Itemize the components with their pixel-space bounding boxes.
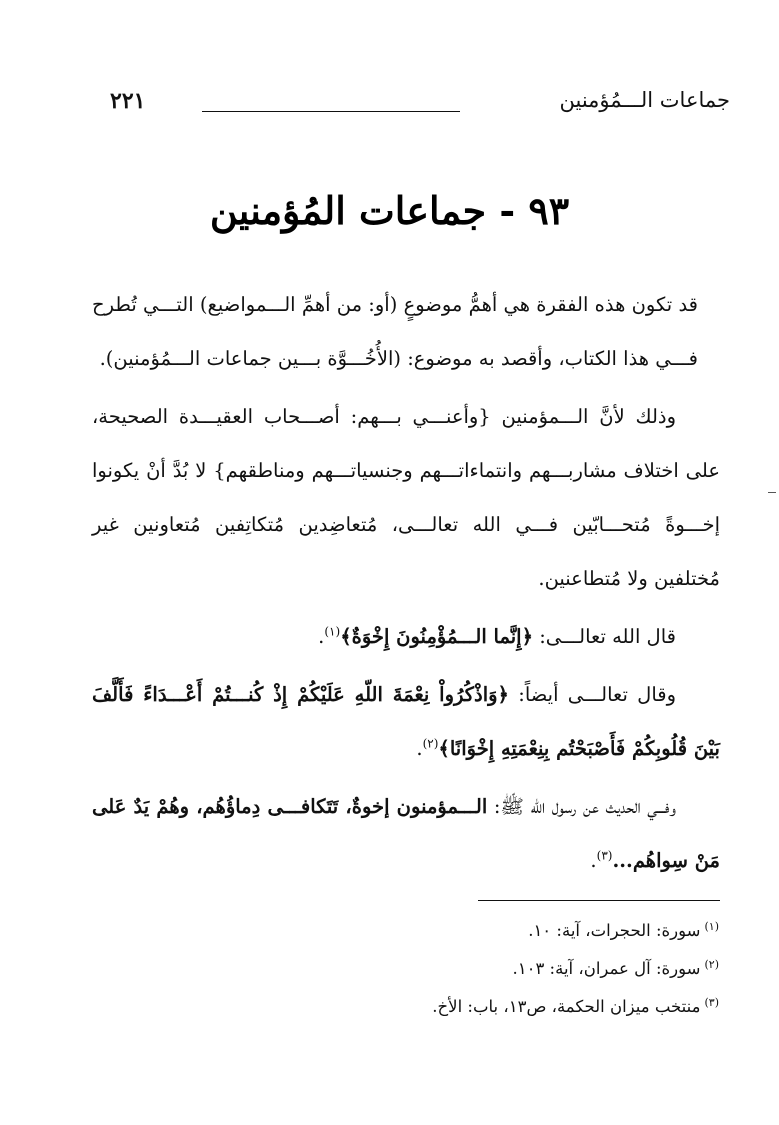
paragraph-5 bbox=[92, 780, 720, 888]
paragraph-5-intro: وفـــي الحديث عن رسول الله ﷺ: bbox=[487, 795, 676, 818]
footnote-text: منتخب ميزان الحكمة، ص١٣، باب: الأخ. bbox=[432, 997, 701, 1016]
paragraph-4-intro: وقال تعالـــى أيضاً: bbox=[509, 683, 676, 706]
footnote-text: سورة: الحجرات، آية: ١٠. bbox=[528, 921, 701, 940]
scan-edge-mark bbox=[768, 492, 776, 493]
footnote-number: (١) bbox=[704, 919, 719, 933]
quran-quote-2: ﴿وَاذْكُرُواْ نِعْمَةَ اللّهِ عَلَيْكُمْ إِذْ كُنـــتُمْ أَعْـــدَاءً فَأَلَّفَ بَيْنَ قُلُوبِكُمْ فَأَصْبَحْتُم بِنِعْمَتِهِ إِخْوَانًا﴾ bbox=[92, 683, 720, 760]
footnote-3 bbox=[99, 988, 719, 1026]
body-text bbox=[92, 278, 720, 892]
footnote-1 bbox=[99, 912, 719, 950]
paragraph-3-end: . bbox=[318, 625, 325, 648]
footnote-ref-2: (٢) bbox=[422, 736, 439, 751]
footnote-ref-3: (٣) bbox=[596, 848, 613, 863]
footnote-text: سورة: آل عمران، آية: ١٠٣. bbox=[512, 959, 701, 978]
footnote-2 bbox=[99, 950, 719, 988]
footnote-number: (٢) bbox=[704, 957, 719, 971]
page-header bbox=[110, 88, 730, 124]
page-number: ٢٢١ bbox=[110, 88, 146, 114]
footnote-ref-1: (١) bbox=[324, 624, 341, 639]
paragraph-3 bbox=[92, 610, 720, 664]
footnote-number: (٣) bbox=[704, 995, 719, 1009]
paragraph-3-intro: قال الله تعالـــى: bbox=[533, 625, 676, 648]
paragraph-1: قد تكون هذه الفقرة هي أهمُّ موضوعٍ (أو: من أهمِّ الـــمواضيع) التـــي تُطرح فـــي هذا الكتاب، وأقصد به موضوع: (الأُخُـــوَّة بـــين جماعات الـــمُؤمنين). bbox=[92, 293, 698, 370]
quran-quote-1: ﴿إِنَّما الـــمُؤْمِنُونَ إِخْوَةٌ﴾ bbox=[340, 625, 534, 648]
paragraph-4-end: . bbox=[416, 737, 423, 760]
hadith-quote: الـــمؤمنون إخوةٌ، تَتَكافـــى دِماؤُهُم، وهُمْ يَدٌ عَلى مَنْ سِواهُم... bbox=[92, 795, 720, 872]
footnotes bbox=[99, 912, 719, 1026]
header-rule bbox=[202, 111, 460, 112]
paragraph-5-end: . bbox=[590, 849, 597, 872]
paragraph-4 bbox=[92, 668, 720, 776]
running-title: جماعات الـــمُؤمنين bbox=[559, 88, 730, 112]
chapter-title: ٩٣ - جماعات المُؤمنين bbox=[209, 188, 570, 233]
paragraph-2: وذلك لأنَّ الـــمؤمنين {وأعنـــي بـــهم: أصـــحاب العقيـــدة الصحيحة، على اختلاف مشاربـــهم وانتماءاتـــهم وجنسياتـــهم ومناطقهم} لا بُدَّ أنْ يكونوا إخـــوةً مُتحـــابّين فـــي الله تعالـــى، مُتعاضِدين مُتكاتِفين مُتعاونين غير مُختلفين ولا مُتطاعنين. bbox=[92, 405, 720, 590]
footnote-rule bbox=[478, 900, 720, 901]
